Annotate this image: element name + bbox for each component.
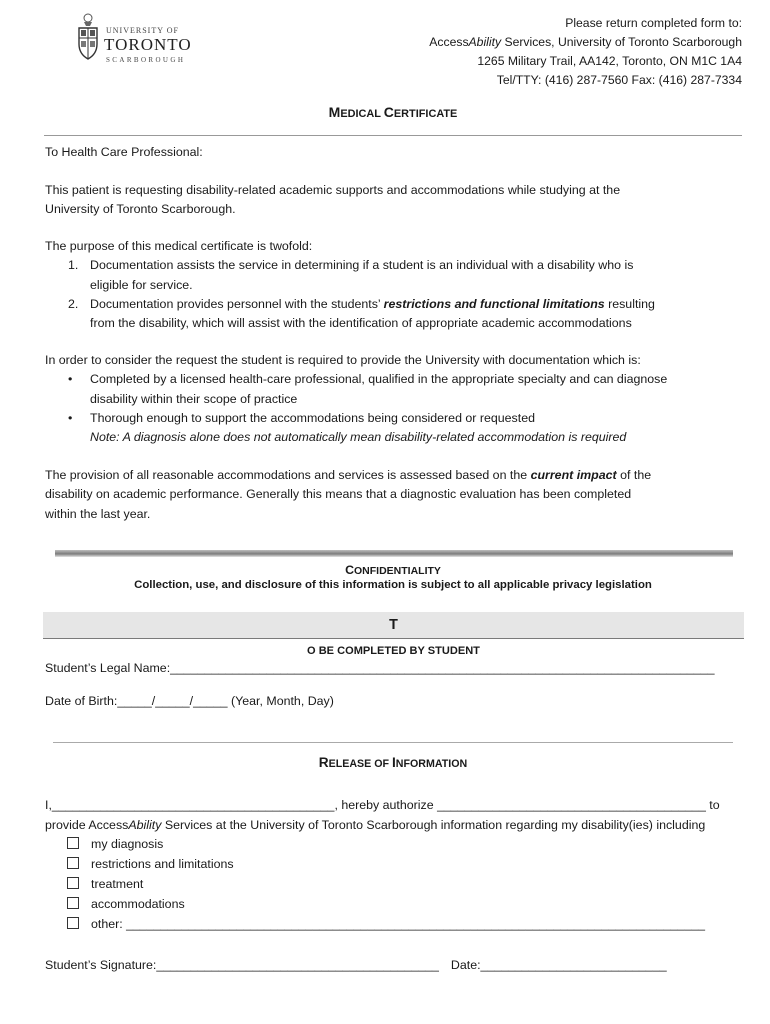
dob-label: Date of Birth:: [45, 694, 118, 708]
checkbox-icon[interactable]: [67, 857, 79, 869]
release-title: RELEASE OF INFORMATION: [318, 755, 468, 770]
authorizer-name-blank[interactable]: _________________________________________: [51, 798, 335, 812]
signature-label: Student’s Signature:: [45, 958, 157, 972]
checkbox-restrictions[interactable]: restrictions and limitations: [67, 857, 234, 871]
dob-hint: (Year, Month, Day): [227, 694, 334, 708]
checkbox-icon[interactable]: [67, 877, 79, 889]
confidentiality-title: CONFIDENTIALITY: [345, 563, 441, 577]
university-logo: [76, 12, 196, 64]
list-item: • Completed by a licensed health-care professional, qualified in the appropriate specialty and can diagnose: [68, 372, 668, 387]
dob-blank[interactable]: _____/_____/_____: [117, 694, 228, 708]
signature-row: [45, 958, 667, 972]
legal-name-blank[interactable]: _______________________________________________________________________________: [170, 661, 715, 675]
logo-line-2: TORONTO: [104, 35, 192, 54]
return-line-4: Tel/TTY: (416) 287-7560 Fax: (416) 287-7334: [496, 73, 742, 87]
list-item-note: Note: A diagnosis alone does not automatically mean disability-related accommodation is required: [90, 430, 627, 445]
list-item: 1. Documentation assists the service in determining if a student is an individual with a disability who is: [68, 258, 634, 273]
list-item: 2. Documentation provides personnel with the students’ restrictions and functional limitations resulting: [68, 296, 655, 311]
checkbox-treatment[interactable]: treatment: [67, 877, 143, 891]
logo-line-1: UNIVERSITY OF: [106, 26, 179, 35]
return-address: [429, 14, 742, 90]
checkbox-icon[interactable]: [67, 917, 79, 929]
greeting: To Health Care Professional:: [45, 145, 203, 159]
return-line-1: Please return completed form to:: [565, 16, 742, 30]
purpose-heading: The purpose of this medical certificate is twofold:: [45, 239, 313, 253]
confidentiality-subtitle: Collection, use, and disclosure of this information is subject to all applicable privacy legislation: [134, 579, 652, 591]
return-line-2: AccessAbility Services, University of Toronto Scarborough: [429, 35, 742, 49]
purpose-section: [45, 237, 745, 333]
logo-line-3: SCARBOROUGH: [106, 56, 186, 64]
authorization-line: I,_________________________________________, hereby authorize _______________________________________ to: [45, 798, 720, 812]
list-item-continued: from the disability, which will assist with the identification of appropriate academic accommodations: [90, 316, 632, 331]
date-blank[interactable]: ___________________________: [480, 958, 667, 972]
list-item-continued: eligible for service.: [90, 277, 193, 292]
checkbox-accommodations[interactable]: accommodations: [67, 897, 185, 911]
student-section-header: T O BE COMPLETED BY STUDENT: [43, 612, 744, 639]
section-separator-bar: [55, 550, 733, 557]
page-title: MEDICAL CERTIFICATE: [328, 104, 458, 120]
requirements-section: [45, 351, 745, 447]
signature-blank[interactable]: _________________________________________: [156, 958, 439, 972]
checkbox-icon[interactable]: [67, 837, 79, 849]
intro-paragraph: This patient is requesting disability-related academic supports and accommodations while studying at the University of Toronto Scarborough.: [45, 183, 621, 217]
list-item-continued: disability within their scope of practice: [90, 391, 298, 406]
authorization-scope: provide AccessAbility Services at the University of Toronto Scarborough information regarding my disability(ies) including: [45, 818, 706, 832]
return-line-3: 1265 Military Trail, AA142, Toronto, ON M1C 1A4: [477, 54, 742, 68]
checkbox-my-diagnosis[interactable]: my diagnosis: [67, 837, 163, 851]
title-divider: [44, 135, 742, 136]
release-divider: [53, 742, 733, 743]
date-of-birth-field[interactable]: [45, 694, 334, 708]
checkbox-other[interactable]: other: ____________________________________________________________________________________: [67, 917, 705, 931]
requirements-heading: In order to consider the request the student is required to provide the University with documentation which is:: [45, 353, 641, 367]
crest-icon: [76, 12, 100, 62]
legal-name-label: Student’s Legal Name:: [45, 661, 171, 675]
provision-paragraph: The provision of all reasonable accommodations and services is assessed based on the current impact of the disability on academic performance. Generally this means that a diagnostic evaluation has been completed within the last year.: [45, 468, 652, 521]
authorized-party-blank[interactable]: _______________________________________: [437, 798, 706, 812]
date-label: Date:: [450, 958, 481, 972]
legal-name-field[interactable]: [45, 661, 715, 675]
other-blank[interactable]: ____________________________________________________________________________________: [126, 917, 705, 931]
list-item: • Thorough enough to support the accommodations being considered or requested: [68, 410, 535, 425]
checkbox-icon[interactable]: [67, 897, 79, 909]
